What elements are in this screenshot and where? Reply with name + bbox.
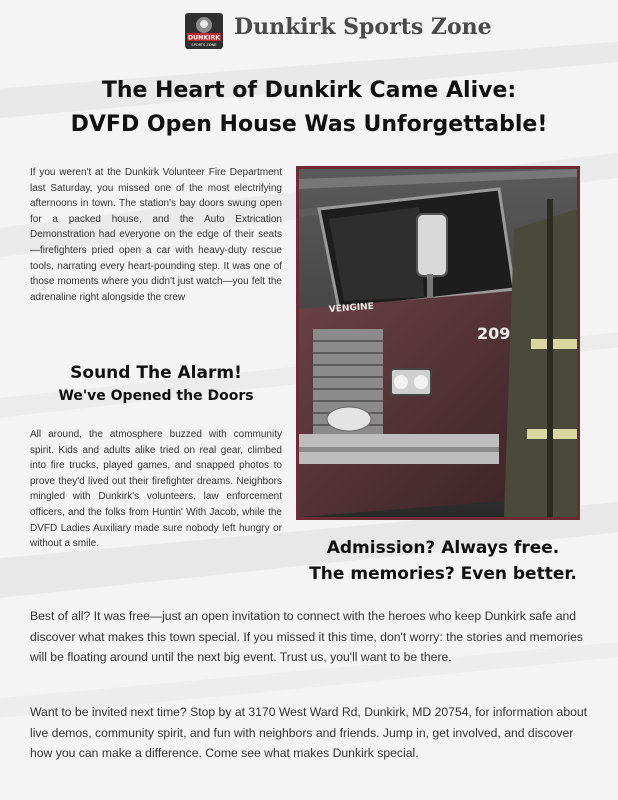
subheading-line-1: Sound The Alarm! [70,363,242,383]
headline-line-2: DVFD Open House Was Unforgettable! [70,112,548,137]
dunkirk-sports-zone-logo[interactable] [184,12,224,50]
callout-text [288,535,598,587]
callout-line-1: Admission? Always free. [326,538,560,558]
brand-name[interactable]: Dunkirk Sports Zone [234,14,492,40]
site-header [0,8,618,48]
second-paragraph: All around, the atmosphere buzzed with community spirit. Kids and adults alike tried on real gear, climbed into fire trucks, played games, and snapped photos to prove they'd lived out their firefighter dreams. Neighbors mingled with Dunkirk's volunteers, law enforcement officers, and the folks from Huntin' With Jacob, while the DVFD Ladies Auxiliary made sure nobody left hungry or without a smile. [30,429,282,550]
page-headline [0,74,618,142]
callout-line-2: The memories? Even better. [309,564,577,584]
headline-line-1: The Heart of Dunkirk Came Alive: [101,78,517,103]
truck-number: 209 [477,324,511,343]
closing-paragraph-2: Want to be invited next time? Stop by at 3170 West Ward Rd, Dunkirk, MD 20754, for information about live demos, community spirit, and fun with neighbors and friends. Jump in, get involved, and discover how you can make a difference. Come see what makes Dunkirk special. [30,705,588,761]
intro-paragraph: If you weren't at the Dunkirk Volunteer Fire Department last Saturday, you missed one of the most electrifying afternoons in town. The station's bay doors swung open for a packed house, and the Auto Extrication Demonstration had everyone on the edge of their seats—firefighters pried open a car with heavy-duty rescue tools, narrating every heart-pounding step. It was one of those moments where you didn't just watch—you felt the adrenaline right alongside the crew [30,167,282,303]
closing-paragraph-1: Best of all? It was free—just an open invitation to connect with the heroes who keep Dunkirk safe and discover what makes this town special. If you missed it this time, don't worry: the stories and memories will be floating around until the next big event. Trust us, you'll want to be there. [30,609,584,665]
logo-text-bottom: SPORTS ZONE [191,43,217,47]
logo-text-top: DUNKIRK [188,34,220,42]
subheading-line-2: We've Opened the Doors [58,388,254,404]
fire-truck-photo [296,166,580,520]
truck-text: VENGINE [328,301,375,315]
